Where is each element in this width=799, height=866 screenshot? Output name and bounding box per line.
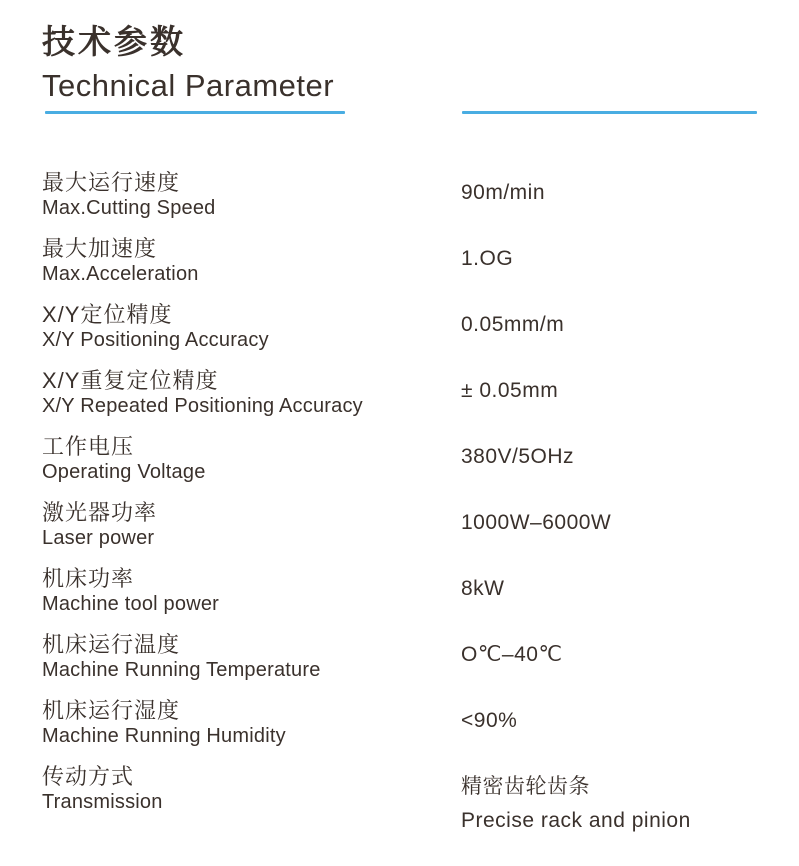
spec-label-english: Operating Voltage: [42, 461, 206, 483]
spec-label-english: X/Y Repeated Positioning Accuracy: [42, 395, 363, 417]
spec-value: 1000W–6000W: [461, 511, 612, 534]
spec-label: [42, 303, 269, 352]
page-title-english: Technical Parameter: [42, 68, 335, 104]
spec-value: 1.OG: [461, 247, 514, 270]
spec-value: 0.05mm/m: [461, 313, 565, 336]
spec-label: [42, 237, 199, 286]
spec-label: [42, 369, 363, 418]
spec-label-chinese: 激光器功率: [42, 500, 158, 525]
spec-value-english: Precise rack and pinion: [461, 809, 691, 832]
spec-value-chinese: 精密齿轮齿条: [461, 775, 590, 798]
spec-row-machine-tool-power: [0, 566, 799, 632]
spec-value: 8kW: [461, 577, 505, 600]
spec-label-english: Machine tool power: [42, 593, 220, 615]
spec-label-english: Machine Running Humidity: [42, 725, 286, 747]
spec-label-chinese: X/Y定位精度: [42, 302, 173, 327]
spec-row-repeated-positioning-accuracy: [0, 368, 799, 434]
spec-label-chinese: 工作电压: [42, 434, 135, 459]
spec-label-chinese: 机床功率: [42, 566, 135, 591]
spec-label: [42, 171, 216, 220]
spec-row-operating-voltage: [0, 434, 799, 500]
spec-value: 380V/5OHz: [461, 445, 575, 468]
spec-value: O℃–40℃: [461, 643, 563, 666]
spec-label: [42, 567, 219, 616]
spec-label: [42, 501, 157, 550]
spec-label-english: X/Y Positioning Accuracy: [42, 329, 269, 351]
spec-label: [42, 699, 286, 748]
spec-label-english: Laser power: [42, 527, 155, 549]
spec-label: [42, 633, 321, 682]
spec-label-english: Machine Running Temperature: [42, 659, 321, 681]
spec-value: ± 0.05mm: [461, 379, 559, 402]
spec-label-english: Max.Acceleration: [42, 263, 199, 285]
spec-row-positioning-accuracy: [0, 302, 799, 368]
spec-row-transmission: [0, 764, 799, 830]
spec-row-machine-running-temperature: [0, 632, 799, 698]
spec-label: [42, 435, 206, 484]
spec-label-chinese: 最大运行速度: [42, 170, 181, 195]
spec-value: <90%: [461, 709, 518, 732]
page-title-chinese: 技术参数: [42, 23, 186, 60]
spec-value: [461, 774, 691, 833]
accent-rule-right: [462, 111, 757, 114]
spec-table: [0, 170, 799, 830]
spec-label-chinese: 机床运行湿度: [42, 698, 181, 723]
spec-row-laser-power: [0, 500, 799, 566]
spec-label: [42, 765, 163, 814]
spec-row-max-acceleration: [0, 236, 799, 302]
spec-label-chinese: X/Y重复定位精度: [42, 368, 219, 393]
spec-row-max-cutting-speed: [0, 170, 799, 236]
spec-value: 90m/min: [461, 181, 546, 204]
spec-label-chinese: 最大加速度: [42, 236, 158, 261]
spec-label-chinese: 传动方式: [42, 764, 135, 789]
spec-row-machine-running-humidity: [0, 698, 799, 764]
spec-label-chinese: 机床运行温度: [42, 632, 181, 657]
spec-label-english: Transmission: [42, 791, 163, 813]
spec-label-english: Max.Cutting Speed: [42, 197, 216, 219]
accent-rule-left: [45, 111, 345, 114]
page-header: [42, 24, 334, 103]
